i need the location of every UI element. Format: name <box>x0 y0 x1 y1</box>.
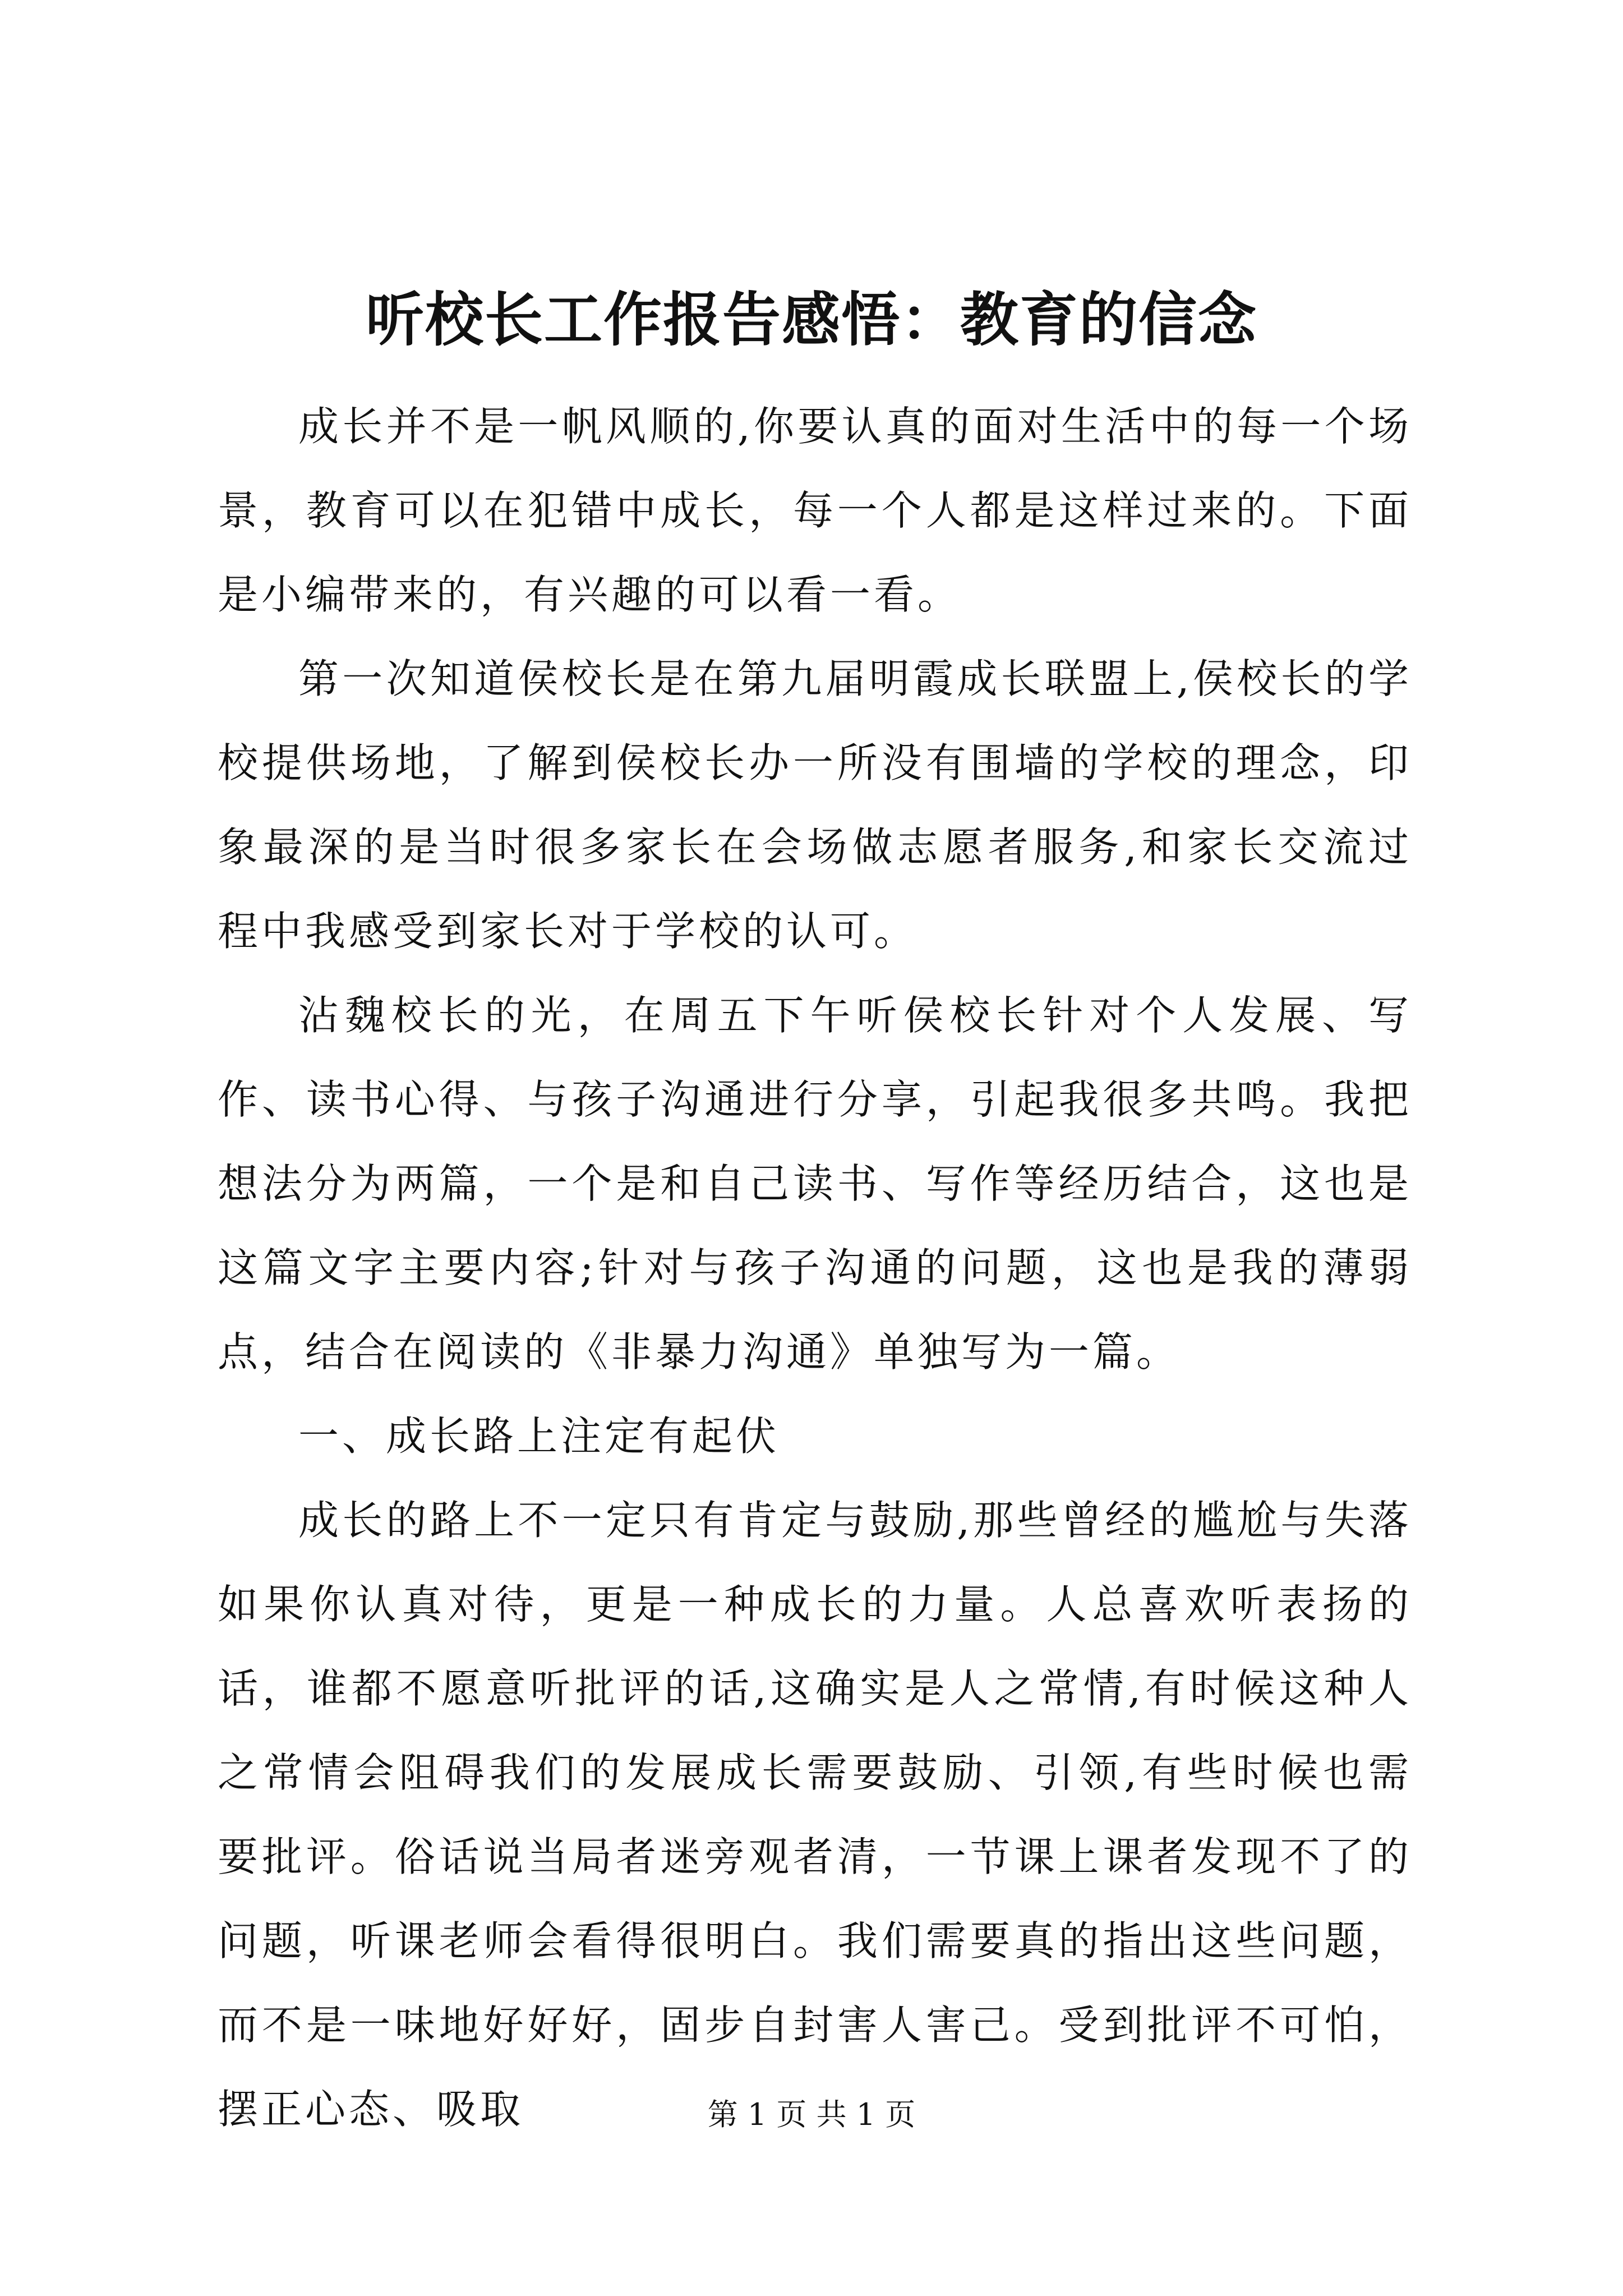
section-heading: 一、成长路上注定有起伏 <box>298 1412 780 1460</box>
paragraph-growth: 成长的路上不一定只有肯定与鼓励,那些曾经的尴尬与失落如果你认真对待，更是一种成长的力量。人总喜欢听表扬的话，谁都不愿意听批评的话,这确实是人之常情,有时候这种人之常情会阻碍我们的发展成长需要鼓励、引领,有些时候也需要批评。俗话说当局者迷旁观者清，一节课上课者发现不了的问题，听课老师会看得很明白。我们需要真的指出这些问题，而不是一味地好好好，固步自封害人害己。受到批评不可怕，摆正心态、吸取 <box>218 1497 1412 2133</box>
page-footer: 第 1 页 共 1 页 <box>707 2097 916 2132</box>
document-body <box>218 384 1412 2151</box>
paragraph-first-meeting: 第一次知道侯校长是在第九届明霞成长联盟上,侯校长的学校提供场地，了解到侯校长办一所没有围墙的学校的理念，印象最深的是当时很多家长在会场做志愿者服务,和家长交流过程中我感受到家长对于学校的认可。 <box>218 655 1412 955</box>
paragraph-sharing: 沾魏校长的光，在周五下午听侯校长针对个人发展、写作、读书心得、与孩子沟通进行分享，引起我很多共鸣。我把想法分为两篇，一个是和自己读书、写作等经历结合，这也是这篇文字主要内容;针对与孩子沟通的问题，这也是我的薄弱点，结合在阅读的《非暴力沟通》单独写为一篇。 <box>218 992 1412 1375</box>
document-title: 听校长工作报告感悟：教育的信念 <box>365 285 1257 354</box>
paragraph-intro: 成长并不是一帆风顺的,你要认真的面对生活中的每一个场景，教育可以在犯错中成长，每一个人都是这样过来的。下面是小编带来的，有兴趣的可以看一看。 <box>218 403 1412 618</box>
